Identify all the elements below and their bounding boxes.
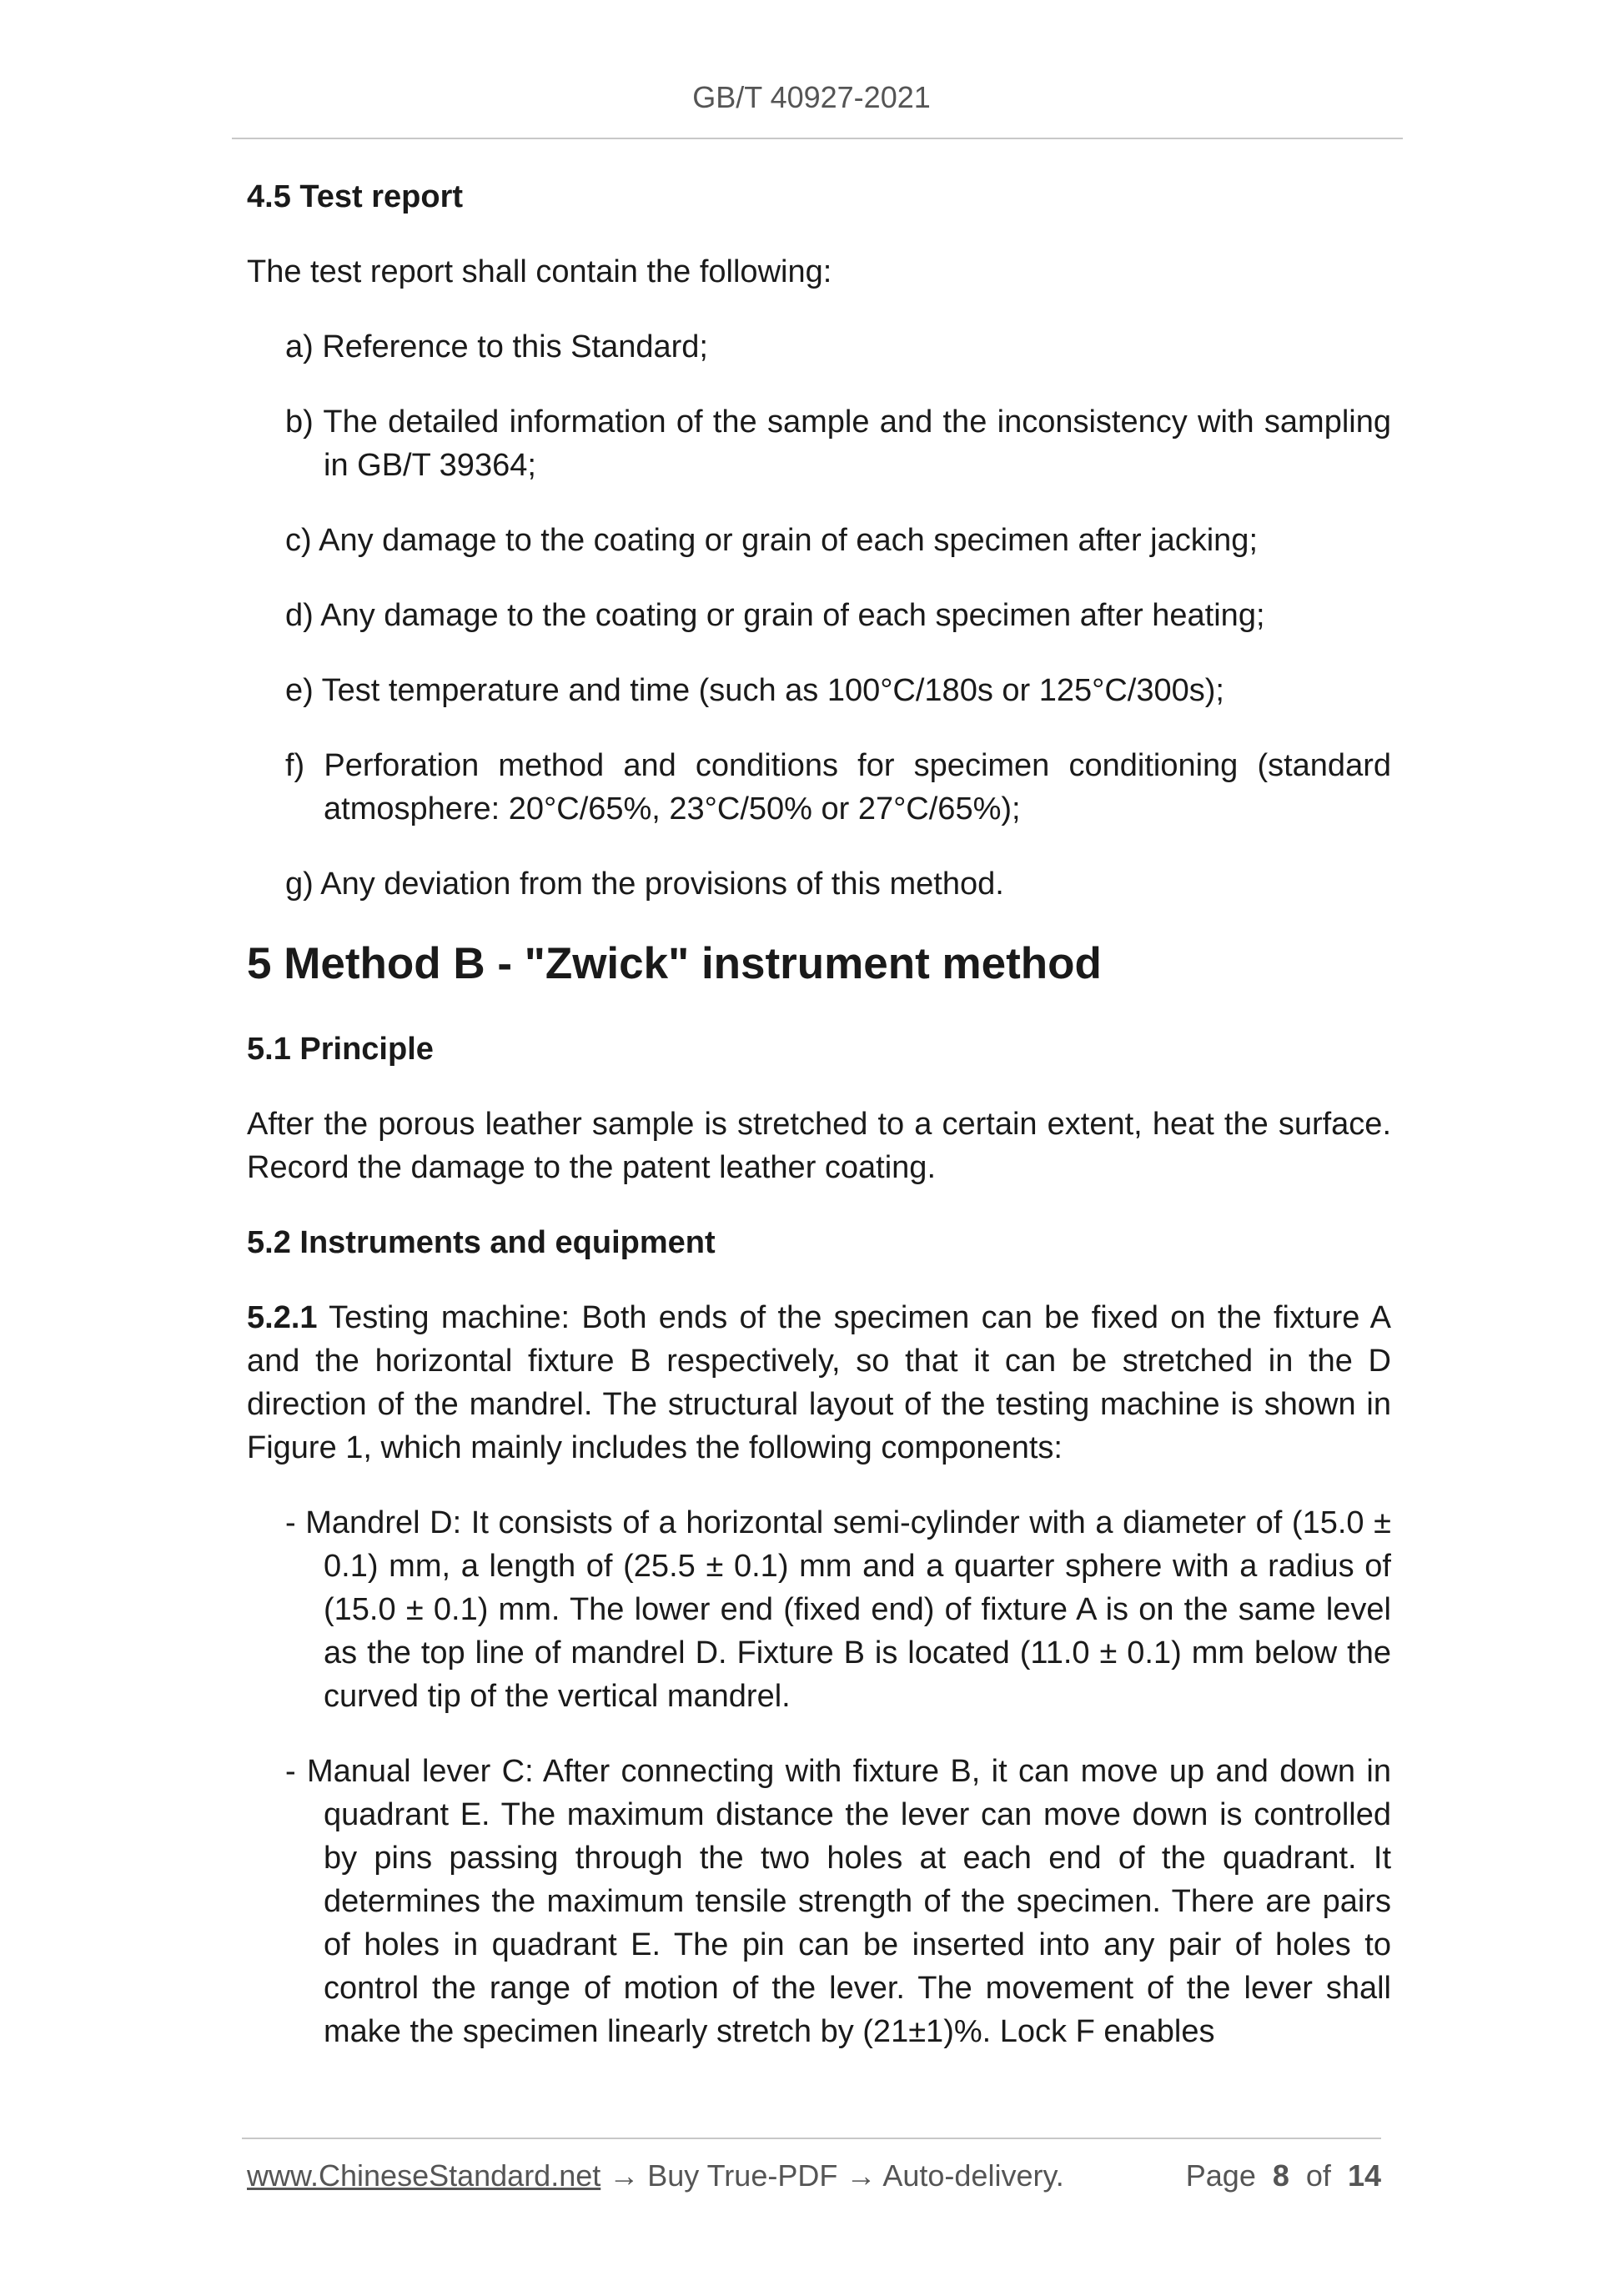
list-item-e: e) Test temperature and time (such as 100°C/180s or 125°C/300s); <box>285 673 1224 708</box>
list-item-c: c) Any damage to the coating or grain of each specimen after jacking; <box>285 523 1258 558</box>
current-page: 8 <box>1272 2158 1289 2193</box>
buy-true-pdf-text: Buy True-PDF <box>647 2158 838 2193</box>
list-item-a: a) Reference to this Standard; <box>285 329 708 364</box>
arrow-icon: → <box>600 2158 648 2193</box>
heading-5-1: 5.1 Principle <box>247 1032 434 1067</box>
auto-delivery-text: Auto-delivery. <box>882 2158 1064 2193</box>
website-link[interactable]: www.ChineseStandard.net <box>247 2158 601 2193</box>
list-item-f: f) Perforation method and conditions for specimen conditioning (standard atmosphere: 20°C/65%, 23°C/50% or 27°C/65%); <box>285 748 1391 826</box>
clause-number-5-2-1: 5.2.1 <box>247 1300 318 1335</box>
heading-4-5: 4.5 Test report <box>247 179 464 214</box>
arrow-icon: → <box>837 2158 883 2193</box>
bullet-mandrel-d: - Mandrel D: It consists of a horizontal semi-cylinder with a diameter of (15.0 ± 0.1) mm, a length of (25.5 ± 0.1) mm and a quarter sphere with a radius of (15.0 ± 0.1) mm. The lower end (fixed end) of fixture A is on the same level as the top line of mandrel D. Fixture B is located (11.0 ± 0.1) mm below the curved tip of the vertical mandrel. <box>285 1505 1391 1714</box>
page-number <box>1186 2158 1381 2193</box>
list-item-b: b) The detailed information of the sample and the inconsistency with sampling in GB/T 39364; <box>285 404 1391 483</box>
of-label: of <box>1305 2158 1331 2193</box>
total-pages: 14 <box>1347 2158 1381 2193</box>
heading-5-2: 5.2 Instruments and equipment <box>247 1225 716 1260</box>
paragraph-5-2-1-text: Testing machine: Both ends of the specimen can be fixed on the fixture A and the horizontal fixture B respectively, so that it can be stretched in the D direction of the mandrel. The structural layout of the testing machine is shown in Figure 1, which mainly includes the following components: <box>247 1300 1391 1465</box>
paragraph-5-2-1 <box>247 1296 1391 1470</box>
page-content <box>247 175 1391 2053</box>
list-item-g: g) Any deviation from the provisions of this method. <box>285 867 1004 902</box>
principle-text: After the porous leather sample is stretched to a certain extent, heat the surface. Record the damage to the patent leather coating. <box>247 1107 1391 1185</box>
page-label: Page <box>1185 2158 1256 2193</box>
heading-5: 5 Method B - "Zwick" instrument method <box>247 939 1102 988</box>
test-report-intro: The test report shall contain the following: <box>247 254 832 289</box>
bullet-manual-lever-c: - Manual lever C: After connecting with fixture B, it can move up and down in quadrant E. The maximum distance the lever can move down is controlled by pins passing through the two holes at each end of the quadrant. It determines the maximum tensile strength of the specimen. There are pairs of holes in quadrant E. The pin can be inserted into any pair of holes to control the range of motion of the lever. The movement of the lever shall make the specimen linearly stretch by (21±1)%. Lock F enables <box>285 1754 1391 2049</box>
document-code-header: GB/T 40927-2021 <box>692 80 931 114</box>
footer-divider <box>242 2138 1381 2139</box>
list-item-d: d) Any damage to the coating or grain of each specimen after heating; <box>285 598 1265 633</box>
footer-left <box>247 2158 1064 2193</box>
header-divider <box>232 138 1403 139</box>
